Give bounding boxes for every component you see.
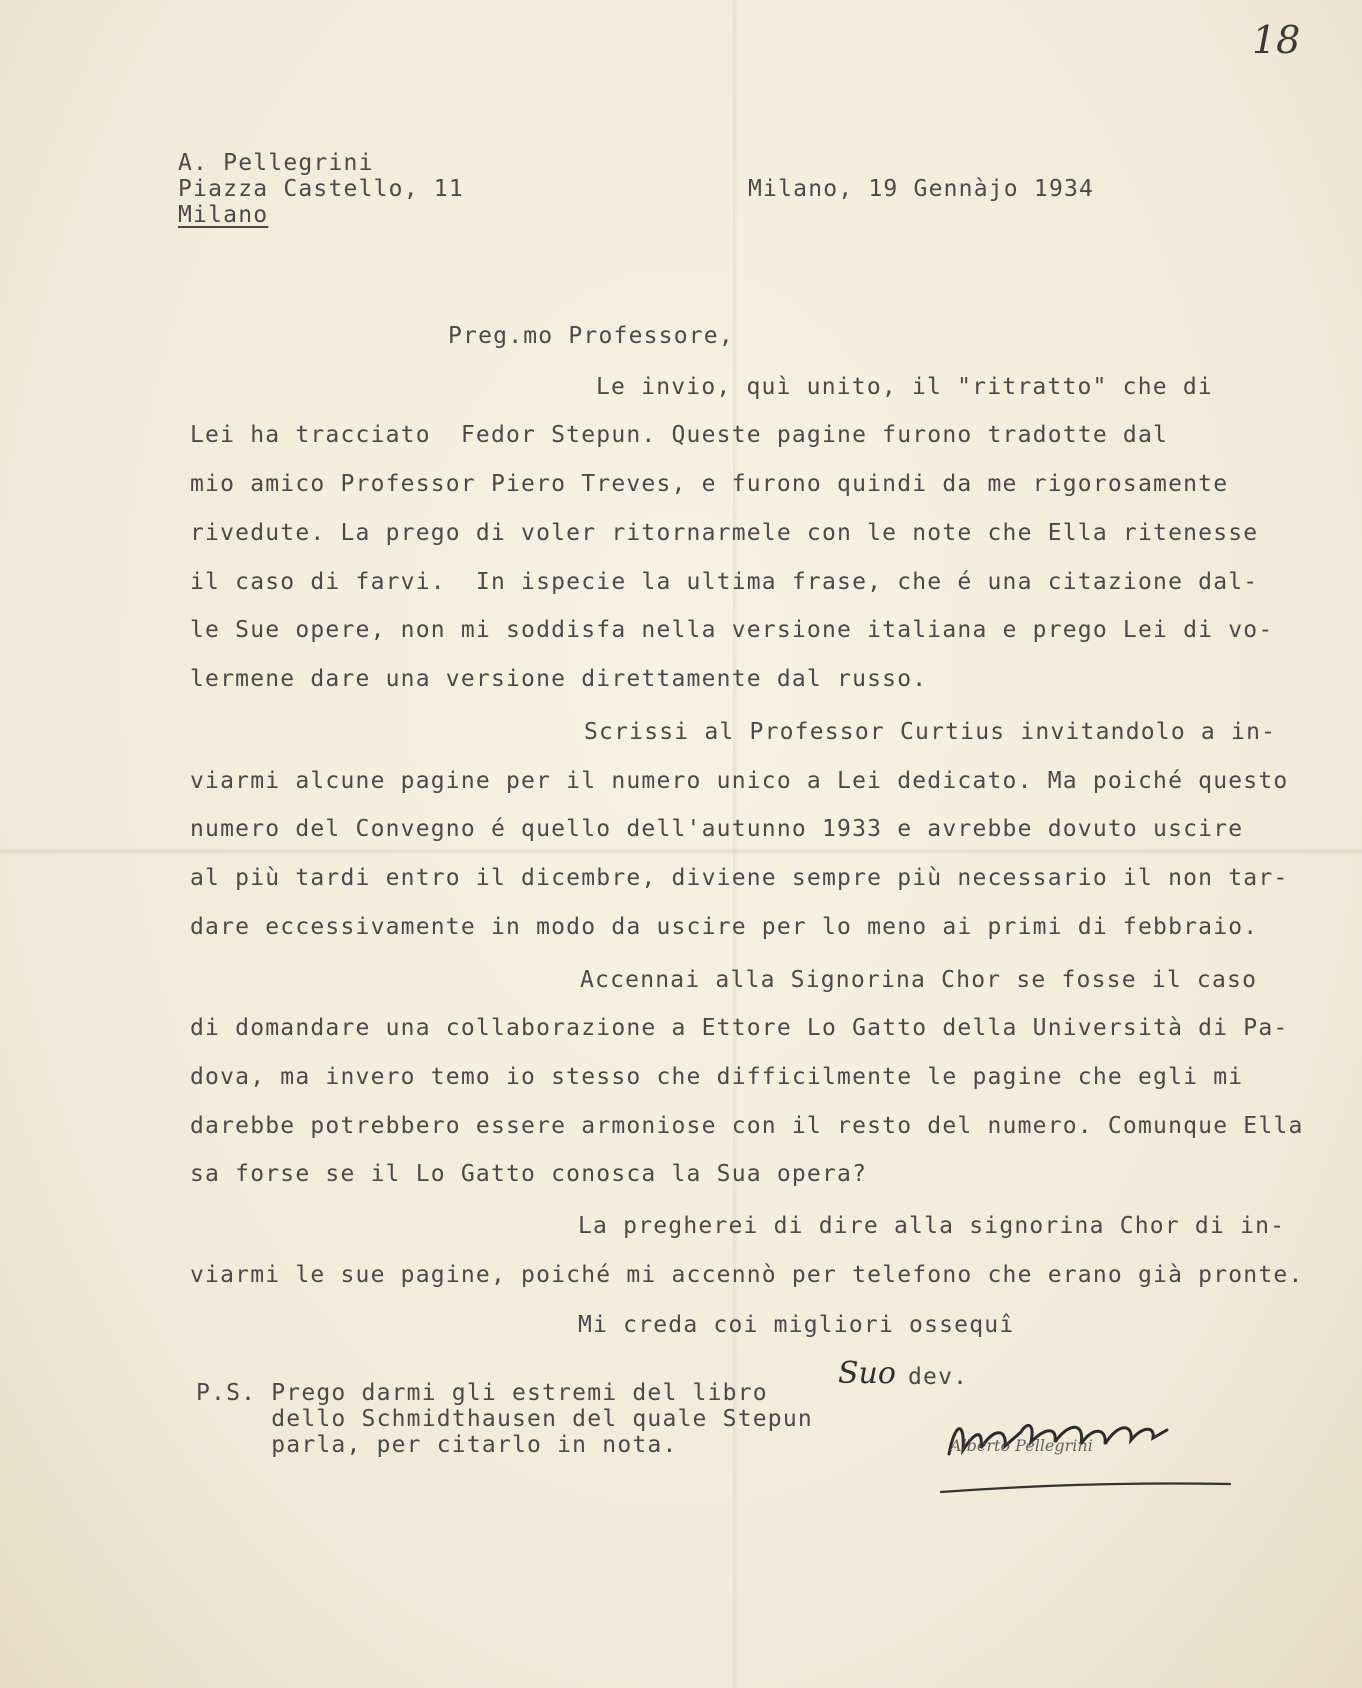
salutation: Preg.mo Professore, [448, 323, 734, 349]
body-line: Scrissi al Professor Curtius invitandolo a in- [584, 719, 1277, 745]
body-line: dova, ma invero temo io stesso che difficilmente le pagine che egli mi [190, 1064, 1244, 1090]
body-line: Le invio, quì unito, il "ritratto" che di [596, 374, 1213, 400]
body-line: La pregherei di dire alla signorina Chor di in- [578, 1213, 1286, 1239]
body-line: rivedute. La prego di voler ritornarmele con le note che Ella ritenesse [190, 520, 1259, 546]
body-line: dare eccessivamente in modo da uscire per lo meno ai primi di febbraio. [190, 914, 1259, 940]
body-line: le Sue opere, non mi soddisfa nella versione italiana e prego Lei di vo- [190, 617, 1274, 643]
sender-street: Piazza Castello, 11 [178, 176, 464, 202]
sender-name: A. Pellegrini [178, 150, 374, 176]
signature-name: Alberto Pellegrini [950, 1436, 1093, 1455]
body-line: mio amico Professor Piero Treves, e furono quindi da me rigorosamente [190, 471, 1229, 497]
body-line: sa forse se il Lo Gatto conosca la Sua opera? [190, 1161, 868, 1187]
body-line: numero del Convegno é quello dell'autunno 1933 e avrebbe dovuto uscire [190, 816, 1244, 842]
postscript-line: dello Schmidthausen del quale Stepun [196, 1406, 813, 1432]
closing-typed: dev. [908, 1364, 969, 1390]
page-number: 18 [1252, 18, 1301, 62]
sender-city: Milano [178, 202, 269, 228]
body-line: viarmi le sue pagine, poiché mi accennò per telefono che erano già pronte. [190, 1262, 1304, 1288]
postscript-line: P.S. Prego darmi gli estremi del libro [196, 1380, 768, 1406]
letter-date: Milano, 19 Gennàjo 1934 [748, 176, 1095, 202]
body-line: Accennai alla Signorina Chor se fosse il caso [580, 967, 1258, 993]
body-line: di domandare una collaborazione a Ettore Lo Gatto della Università di Pa- [190, 1015, 1289, 1041]
body-line: darebbe potrebbero essere armoniose con il resto del numero. Comunque Ella [190, 1113, 1304, 1139]
body-line: al più tardi entro il dicembre, diviene sempre più necessario il non tar- [190, 865, 1289, 891]
body-line: Lei ha tracciato Fedor Stepun. Queste pagine furono tradotte dal [190, 422, 1169, 448]
postscript-line: parla, per citarlo in nota. [196, 1432, 678, 1458]
body-line: il caso di farvi. In ispecie la ultima frase, che é una citazione dal- [190, 569, 1259, 595]
body-line: viarmi alcune pagine per il numero unico a Lei dedicato. Ma poiché questo [190, 768, 1289, 794]
closing-handwritten: Suo [838, 1356, 896, 1391]
body-line: lermene dare una versione direttamente dal russo. [190, 666, 928, 692]
closing-line: Mi creda coi migliori ossequî [578, 1312, 1015, 1338]
